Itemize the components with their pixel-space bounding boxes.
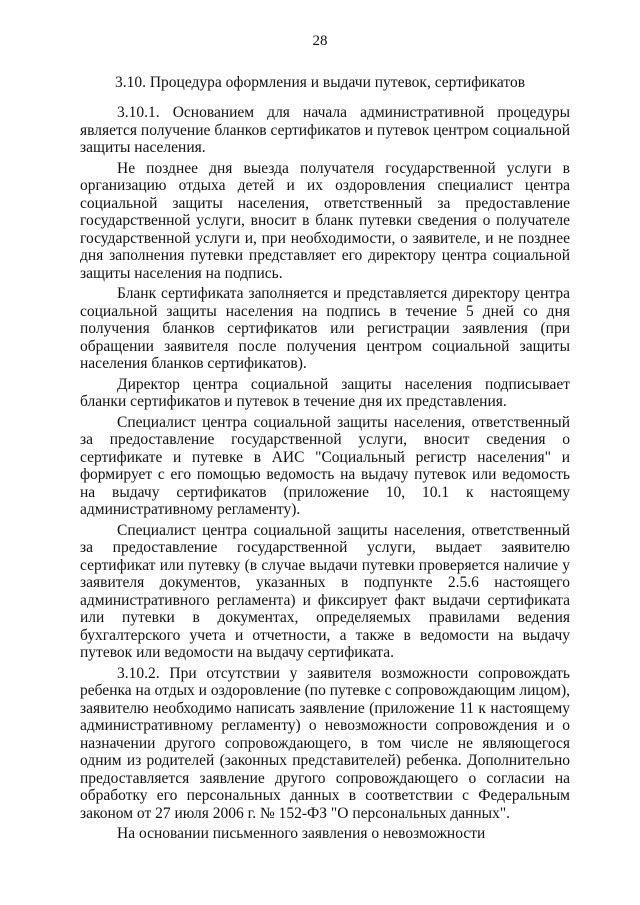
paragraph-director-signs: Директор центра социальной защиты населения подписывает бланки сертификатов и путевок в течение дня их представления. [80, 375, 570, 410]
paragraph-issuance: Специалист центра социальной защиты населения, ответственный за предоставление государственной услуги, выдает заявителю сертификат или путевку (в случае выдачи путевки проверяется наличие у заявителя документов, указанных в подпункте 2.5.6 настоящего административного регламента) и фиксирует факт выдачи сертификата или путевки в документах, определяемых правилами ведения бухгалтерского учета и отчетности, а также в ведомости на выдачу путевок или ведомости на выдачу сертификата. [80, 521, 570, 661]
paragraph-3-10-2: 3.10.2. При отсутствии у заявителя возможности сопровождать ребенка на отдых и оздоровление (по путевке с сопровождающим лицом), заявителю необходимо написать заявление (приложение 11 к настоящему административному регламенту) о невозможности сопровождения и о назначении другого сопровождающего, в том числе не являющегося одним из родителей (законных представителей) ребенка. Дополнительно предоставляется заявление другого сопровождающего о согласии на обработку его персональных данных в соответствии с Федеральным законом от 27 июля 2006 г. № 152-ФЗ "О персональных данных". [80, 664, 570, 822]
paragraph-certificate-filling: Бланк сертификата заполняется и представляется директору центра социальной защиты населения на подпись в течение 5 дней со дня получения бланков сертификатов или регистрации заявления (при обращении заявителя после получения центром социальной защиты населения бланков сертификатов). [80, 285, 570, 372]
section-heading: 3.10. Процедура оформления и выдачи путевок, сертификатов [114, 74, 526, 91]
paragraph-ais-register: Специалист центра социальной защиты населения, ответственный за предоставление государственной услуги, вносит сведения о сертификате и путевке в АИС "Социальный регистр населения" и формирует с его помощью ведомость на выдачу путевок или ведомость на выдачу сертификатов (приложение 10, 10.1 к настоящему административному регламенту). [80, 413, 570, 518]
paragraph-written-statement: На основании письменного заявления о невозможности [117, 825, 486, 842]
paragraph-3-10-1: 3.10.1. Основанием для начала административной процедуры является получение бланков сертификатов и путевок центром социальной защиты населения. [80, 104, 570, 156]
paragraph-voucher-filling: Не позднее дня выезда получателя государственной услуги в организацию отдыха детей и их оздоровления специалист центра социальной защиты населения, ответственный за предоставление государственной услуги, вносит в бланк путевки сведения о получателе государственной услуги и, при необходимости, о заявителе, и не позднее дня заполнения путевки представляет его директору центра социальной защиты населения на подпись. [80, 159, 570, 282]
document-body [80, 104, 570, 843]
page-number: 28 [312, 33, 328, 49]
